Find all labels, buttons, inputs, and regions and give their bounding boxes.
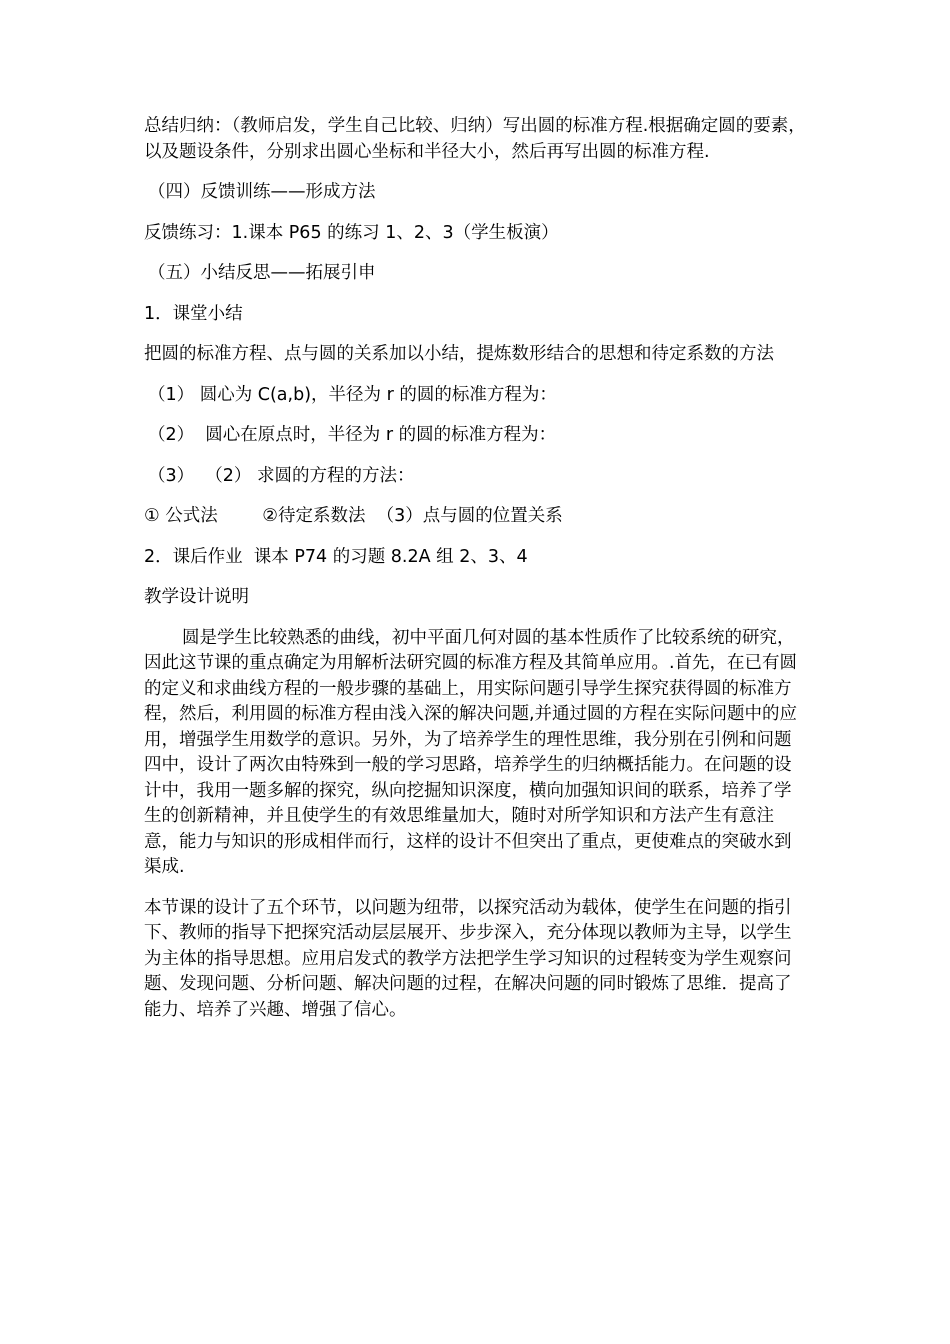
- design-notes-paragraph-2: 本节课的设计了五个环节，以问题为纽带，以探究活动为载体，使学生在问题的指引下、教师的指导下把探究活动层层展开、步步深入，充分体现以教师为主导，以学生为主体的指导思想。应用启发式的教学方法把学生学习知识的过程转变为学生观察问题、发现问题、分析问题、解决问题的过程，在解决问题的同时锻炼了思维．提高了能力、培养了兴趣、增强了信心。: [144, 897, 792, 1020]
- class-summary-text: 把圆的标准方程、点与圆的关系加以小结，提炼数形结合的思想和待定系数的方法: [144, 344, 774, 364]
- list-item-2: （2） 圆心在原点时，半径为 r 的圆的标准方程为：: [148, 425, 557, 445]
- design-notes-paragraph-1: 圆是学生比较熟悉的曲线，初中平面几何对圆的基本性质作了比较系统的研究，因此这节课的重点确定为用解析法研究圆的标准方程及其简单应用。.首先，在已有圆的定义和求曲线方程的一般步骤的基础上，用实际问题引导学生探究获得圆的标准方程，然后，利用圆的标准方程由浅入深的解决问题,并通过圆的方程在实际问题中的应用，增强学生用数学的意识。另外，为了培养学生的理性思维，我分别在引例和问题四中，设计了两次由特殊到一般的学习思路，培养学生的归纳概括能力。在问题的设计中，我用一题多解的探究，纵向挖掘知识深度，横向加强知识间的联系，培养了学生的创新精神，并且使学生的有效思维量加大，随时对所学知识和方法产生有意注意，能力与知识的形成相伴而行，这样的设计不但突出了重点，更使难点的突破水到渠成.: [144, 627, 798, 877]
- methods-line: ① 公式法 ②待定系数法 （3）点与圆的位置关系: [144, 506, 563, 526]
- section-heading-reflection: （五）小结反思——拓展引申: [148, 263, 376, 283]
- list-item-1: （1） 圆心为 C(a,b)，半径为 r 的圆的标准方程为：: [148, 384, 557, 405]
- document-page: [144, 114, 808, 1038]
- list-item-3: （3） （2） 求圆的方程的方法：: [148, 465, 415, 486]
- section-heading-feedback: （四）反馈训练——形成方法: [148, 182, 376, 202]
- class-summary-heading: 1．课堂小结: [144, 303, 243, 324]
- design-notes-heading: 教学设计说明: [144, 587, 249, 607]
- summary-paragraph: 总结归纳：（教师启发，学生自己比较、归纳）写出圆的标准方程.根据确定圆的要素，以及题设条件，分别求出圆心坐标和半径大小，然后再写出圆的标准方程.: [144, 116, 806, 162]
- feedback-exercise: 反馈练习：1.课本 P65 的练习 1、2、3（学生板演）: [144, 222, 559, 243]
- homework-line: 2．课后作业 课本 P74 的习题 8.2A 组 2、3、4: [144, 546, 528, 567]
